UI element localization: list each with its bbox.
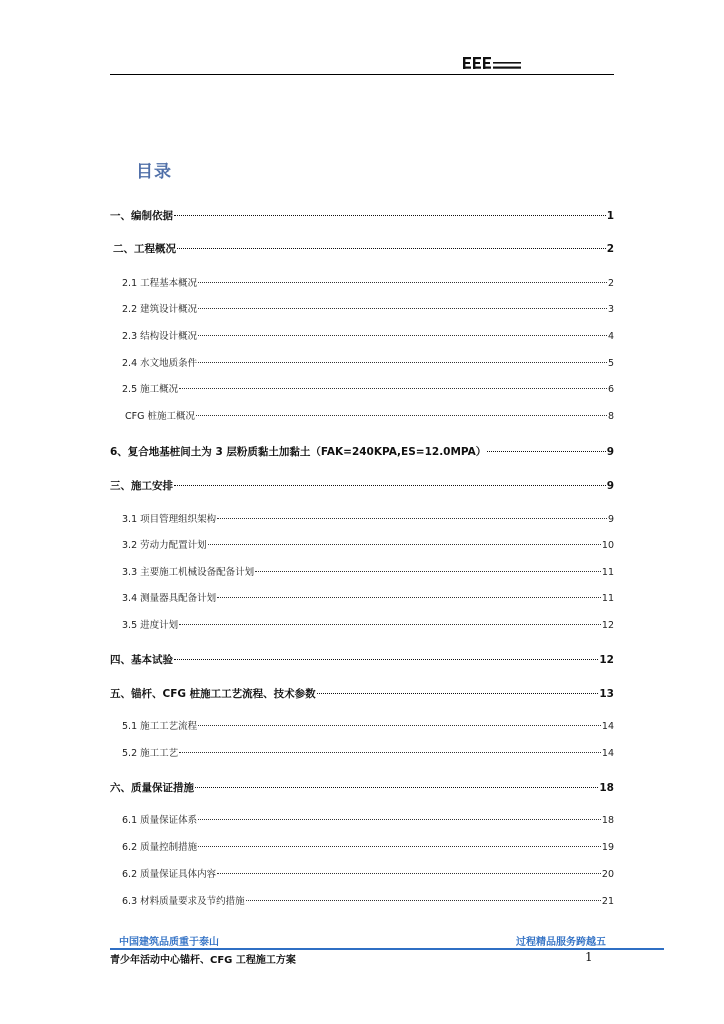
toc-entry-label: 6.1 质量保证体系 <box>122 815 198 826</box>
toc-entry[interactable] <box>122 591 614 607</box>
toc-entry[interactable] <box>122 813 614 829</box>
toc-entry-page-number: 12 <box>599 654 614 666</box>
toc-entry[interactable] <box>110 208 614 224</box>
toc-dot-leader <box>174 215 606 216</box>
toc-entry[interactable] <box>122 276 614 292</box>
toc-entry-label: 6.2 质量控制措施 <box>122 842 198 853</box>
toc-entry[interactable] <box>122 356 614 372</box>
toc-entry[interactable] <box>122 894 614 910</box>
toc-entry-label: 5.1 施工工艺流程 <box>122 721 198 732</box>
toc-entry-page-number: 20 <box>601 869 614 880</box>
toc-entry-page-number: 4 <box>607 331 614 342</box>
toc-entry[interactable] <box>122 867 614 883</box>
toc-entry[interactable] <box>122 840 614 856</box>
footer-divider <box>110 948 664 950</box>
toc-dot-leader <box>179 752 601 753</box>
toc-entry-page-number: 18 <box>599 782 614 794</box>
toc-dot-leader <box>317 693 599 694</box>
toc-entry-label: 六、质量保证措施 <box>110 782 194 794</box>
toc-title: 目录 <box>136 162 172 182</box>
toc-entry-label: 6.2 质量保证具体内容 <box>122 869 217 880</box>
toc-entry[interactable] <box>122 382 614 398</box>
toc-entry-page-number: 21 <box>601 896 614 907</box>
toc-entry-page-number: 8 <box>607 411 614 422</box>
toc-entry-page-number: 9 <box>607 514 614 525</box>
toc-entry-label: 2.4 水文地质条件 <box>122 358 198 369</box>
toc-dot-leader <box>246 900 601 901</box>
footer-page-number: 1 <box>585 950 593 964</box>
footer-left-slogan: 中国建筑品质重于泰山 <box>119 937 219 948</box>
toc-dot-leader <box>177 248 606 249</box>
toc-entry-label: 3.2 劳动力配置计划 <box>122 540 207 551</box>
toc-dot-leader <box>198 725 601 726</box>
toc-entry-page-number: 12 <box>601 620 614 631</box>
toc-entry-label: 一、编制依据 <box>110 210 173 222</box>
footer-right-slogan: 过程精品服务跨越五 <box>516 937 606 948</box>
toc-entry-page-number: 9 <box>606 446 614 458</box>
toc-entry-page-number: 3 <box>607 304 614 315</box>
toc-entry[interactable] <box>122 746 614 762</box>
toc-entry[interactable] <box>110 478 614 494</box>
toc-entry-page-number: 9 <box>606 480 614 492</box>
toc-dot-leader <box>198 282 607 283</box>
toc-entry[interactable] <box>122 538 614 554</box>
toc-entry-page-number: 5 <box>607 358 614 369</box>
toc-dot-leader <box>179 388 607 389</box>
toc-dot-leader <box>198 308 607 309</box>
toc-dot-leader <box>179 624 601 625</box>
toc-dot-leader <box>198 846 601 847</box>
toc-entry[interactable] <box>122 719 614 735</box>
toc-entry-page-number: 11 <box>601 593 614 604</box>
toc-entry-label: 三、施工安排 <box>110 480 173 492</box>
toc-entry[interactable] <box>122 512 614 528</box>
toc-entry-page-number: 1 <box>606 210 614 222</box>
toc-entry-label: 3.1 项目管理组织架构 <box>122 514 217 525</box>
toc-entry[interactable] <box>110 652 614 668</box>
toc-entry-label: 2.1 工程基本概况 <box>122 278 198 289</box>
toc-entry-page-number: 13 <box>599 688 614 700</box>
toc-entry[interactable] <box>125 409 614 425</box>
toc-entry-label: 2.3 结构设计概况 <box>122 331 198 342</box>
toc-entry[interactable] <box>122 618 614 634</box>
toc-dot-leader <box>174 659 598 660</box>
toc-entry-label: 2.5 施工概况 <box>122 384 179 395</box>
toc-entry-label: 二、工程概况 <box>113 243 176 255</box>
toc-entry-page-number: 14 <box>601 721 614 732</box>
toc-dot-leader <box>174 485 606 486</box>
toc-entry[interactable] <box>110 780 614 796</box>
toc-entry-page-number: 18 <box>601 815 614 826</box>
toc-entry-page-number: 6 <box>607 384 614 395</box>
toc-entry[interactable] <box>113 241 614 257</box>
toc-entry-label: 5.2 施工工艺 <box>122 748 179 759</box>
toc-entry[interactable] <box>122 565 614 581</box>
toc-entry-label: 五、锚杆、CFG 桩施工工艺流程、技术参数 <box>110 688 316 700</box>
toc-dot-leader <box>195 787 598 788</box>
toc-entry-label: 6.3 材料质量要求及节约措施 <box>122 896 245 907</box>
toc-dot-leader <box>217 518 607 519</box>
toc-entry-page-number: 14 <box>601 748 614 759</box>
toc-dot-leader <box>255 571 601 572</box>
toc-entry-label: CFG 桩施工概况 <box>125 411 195 422</box>
toc-entry[interactable] <box>122 302 614 318</box>
toc-dot-leader <box>198 362 607 363</box>
toc-dot-leader <box>217 873 601 874</box>
toc-dot-leader <box>196 415 607 416</box>
toc-entry-label: 3.4 测量器具配备计划 <box>122 593 217 604</box>
toc-entry-page-number: 2 <box>606 243 614 255</box>
toc-entry-page-number: 10 <box>601 540 614 551</box>
toc-dot-leader <box>198 819 601 820</box>
toc-entry-label: 3.3 主要施工机械设备配备计划 <box>122 567 255 578</box>
toc-dot-leader <box>198 335 607 336</box>
toc-entry-label: 2.2 建筑设计概况 <box>122 304 198 315</box>
toc-entry[interactable] <box>110 444 614 460</box>
toc-entry-label: 四、基本试验 <box>110 654 173 666</box>
toc-entry[interactable] <box>122 329 614 345</box>
footer-document-title: 青少年活动中心锚杆、CFG 工程施工方案 <box>110 955 296 966</box>
toc-dot-leader <box>217 597 601 598</box>
toc-dot-leader <box>208 544 601 545</box>
toc-entry-page-number: 11 <box>601 567 614 578</box>
toc-entry-label: 6、复合地基桩间土为 3 层粉质黏土加黏土（FAK=240KPA,ES=12.0MPA） <box>110 446 487 458</box>
toc-entry-page-number: 2 <box>607 278 614 289</box>
toc-entry-page-number: 19 <box>601 842 614 853</box>
toc-entry[interactable] <box>110 686 614 702</box>
toc-dot-leader <box>487 451 605 452</box>
toc-entry-label: 3.5 进度计划 <box>122 620 179 631</box>
